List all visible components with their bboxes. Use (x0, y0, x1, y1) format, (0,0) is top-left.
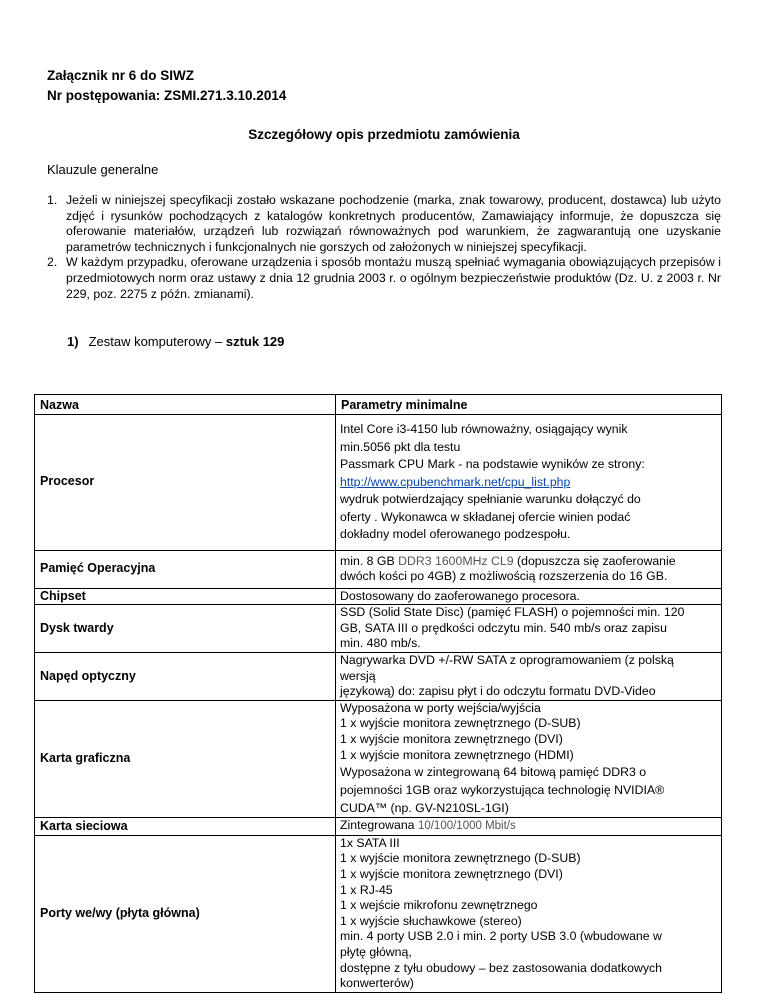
row-params (336, 550, 722, 588)
table-row-disk (35, 605, 722, 653)
clause-text: Jeżeli w niniejszej specyfikacji zostało wskazane pochodzenie (marka, znak towarowy, producent, dostawca) lub użyto zdjęć i rysunków pochodzących z katalogów konkretnych producentów, Zamawiający informuje, że dopuszcza się oferowanie materiałów, urządzeń lub rozwiązań równoważnych pod warunkiem, że zagwarantują one uzyskanie parametrów technicznych i funkcjonalnych nie gorszych od założonych w niniejszej specyfikacji. (66, 193, 721, 254)
clause-number: 2. (47, 255, 58, 270)
clauses-list (47, 193, 721, 302)
param-text: Zintegrowana (340, 818, 418, 833)
set-heading (67, 334, 284, 349)
row-name: Karta sieciowa (35, 818, 336, 836)
table-header-row (35, 395, 722, 415)
param-line: dwóch kości po 4GB) z możliwością rozszerzenia do 16 GB. (340, 569, 668, 584)
param-line: SSD (Solid State Disc) (pamięć FLASH) o pojemności min. 120 (340, 605, 685, 620)
param-line: konwerterów) (340, 976, 414, 991)
clause-item (47, 193, 721, 255)
param-line: Passmark CPU Mark - na podstawie wyników ze strony: (340, 457, 645, 471)
row-params (336, 588, 722, 605)
param-line: wydruk potwierdzający spełnianie warunku dołączyć do (340, 492, 641, 506)
annex-label: Załącznik nr 6 do SIWZ (47, 68, 195, 83)
clauses-heading: Klauzule generalne (47, 162, 159, 177)
cpubenchmark-link[interactable]: http://www.cpubenchmark.net/cpu_list.php (340, 474, 571, 489)
spec-table (34, 394, 722, 993)
param-line: 1 x RJ-45 (340, 882, 393, 897)
proceeding-number: Nr postępowania: ZSMI.271.3.10.2014 (47, 88, 287, 103)
param-text: min. 8 GB (340, 553, 399, 568)
param-line: 1 x wyjście monitora zewnętrznego (DVI) (340, 732, 563, 747)
param-line: 1 x wejście mikrofonu zewnętrznego (340, 898, 538, 913)
param-line: Wyposażona w porty wejścia/wyjścia (340, 700, 541, 715)
table-row-nic (35, 818, 722, 836)
table-row-cpu (35, 415, 722, 551)
param-line (340, 554, 717, 570)
param-line: płytę główną, (340, 944, 412, 959)
param-line: GB, SATA III o prędkości odczytu min. 540 mb/s oraz zapisu (340, 620, 667, 635)
param-line: wersją (340, 668, 376, 683)
param-line: Dostosowany do zaoferowanego procesora. (340, 588, 580, 603)
param-text: DDR3 1600MHz CL9 (398, 553, 514, 568)
row-name: Napęd optyczny (35, 653, 336, 701)
row-name: Dysk twardy (35, 605, 336, 653)
row-name: Karta graficzna (35, 700, 336, 817)
param-line: 1x SATA III (340, 835, 400, 850)
param-line: min. 4 porty USB 2.0 i min. 2 porty USB 3.0 (wbudowane w (340, 929, 662, 944)
param-line: min. 480 mb/s. (340, 636, 421, 651)
column-header-name: Nazwa (35, 395, 336, 415)
clause-text: W każdym przypadku, oferowane urządzenia i sposób montażu muszą spełniać wymagania obowiązujących przepisów i przedmiotowych norm oraz ustawy z dnia 12 grudnia 2003 r. o ogólnym bezpieczeństwie produktów (Dz. U. z 2003 r. Nr 229, poz. 2275 z późn. zmianami). (66, 255, 721, 301)
row-name: Chipset (35, 588, 336, 605)
param-line: 1 x wyjście monitora zewnętrznego (D-SUB) (340, 716, 581, 731)
param-line: Intel Core i3-4150 lub równoważny, osiągający wynik (340, 422, 628, 436)
param-line: dokładny model oferowanego podzespołu. (340, 527, 571, 541)
param-line: Wyposażona w zintegrowaną 64 bitową pamięć DDR3 o (340, 765, 647, 780)
param-line: 1 x wyjście monitora zewnętrznego (DVI) (340, 867, 563, 881)
param-line (340, 818, 717, 835)
table-row-optical (35, 653, 722, 701)
row-name: Procesor (35, 415, 336, 551)
param-line: 1 x wyjście monitora zewnętrznego (HDMI) (340, 747, 574, 762)
table-row-ports (35, 835, 722, 992)
row-params (336, 415, 722, 551)
row-params (336, 605, 722, 653)
set-number: 1) (67, 334, 79, 349)
param-line: pojemności 1GB oraz wykorzystująca technologię NVIDIA® (340, 783, 665, 798)
clause-number: 1. (47, 193, 58, 207)
param-line: CUDA™ (np. GV-N210SL-1GI) (340, 801, 509, 816)
page-title: Szczegółowy opis przedmiotu zamówienia (248, 127, 520, 142)
row-name: Pamięć Operacyjna (35, 550, 336, 588)
clause-item (47, 255, 721, 302)
row-params (336, 835, 722, 992)
param-line: 1 x wyjście słuchawkowe (stereo) (340, 913, 522, 928)
row-params (336, 818, 722, 836)
table-row-chipset (35, 588, 722, 605)
table-row-ram (35, 550, 722, 588)
param-line: 1 x wyjście monitora zewnętrznego (D-SUB) (340, 851, 581, 866)
param-text: 10/100/1000 Mbit/s (417, 820, 516, 833)
param-line: dostępne z tyłu obudowy – bez zastosowania dodatkowych (340, 960, 662, 975)
column-header-params: Parametry minimalne (336, 395, 722, 415)
param-line: oferty . Wykonawca w składanej ofercie winien podać (340, 509, 631, 524)
set-label: Zestaw komputerowy – (88, 334, 223, 349)
param-line: Nagrywarka DVD +/-RW SATA z oprogramowaniem (z polską (340, 653, 674, 668)
table-row-gpu (35, 700, 722, 817)
param-line: językową) do: zapisu płyt i do odczytu formatu DVD-Video (340, 684, 656, 699)
row-name: Porty we/wy (płyta główna) (35, 835, 336, 992)
param-text: (dopuszcza się zaoferowanie (513, 553, 676, 568)
row-params (336, 653, 722, 701)
param-line: min.5056 pkt dla testu (340, 439, 461, 454)
set-quantity: sztuk 129 (225, 334, 285, 349)
row-params (336, 700, 722, 817)
